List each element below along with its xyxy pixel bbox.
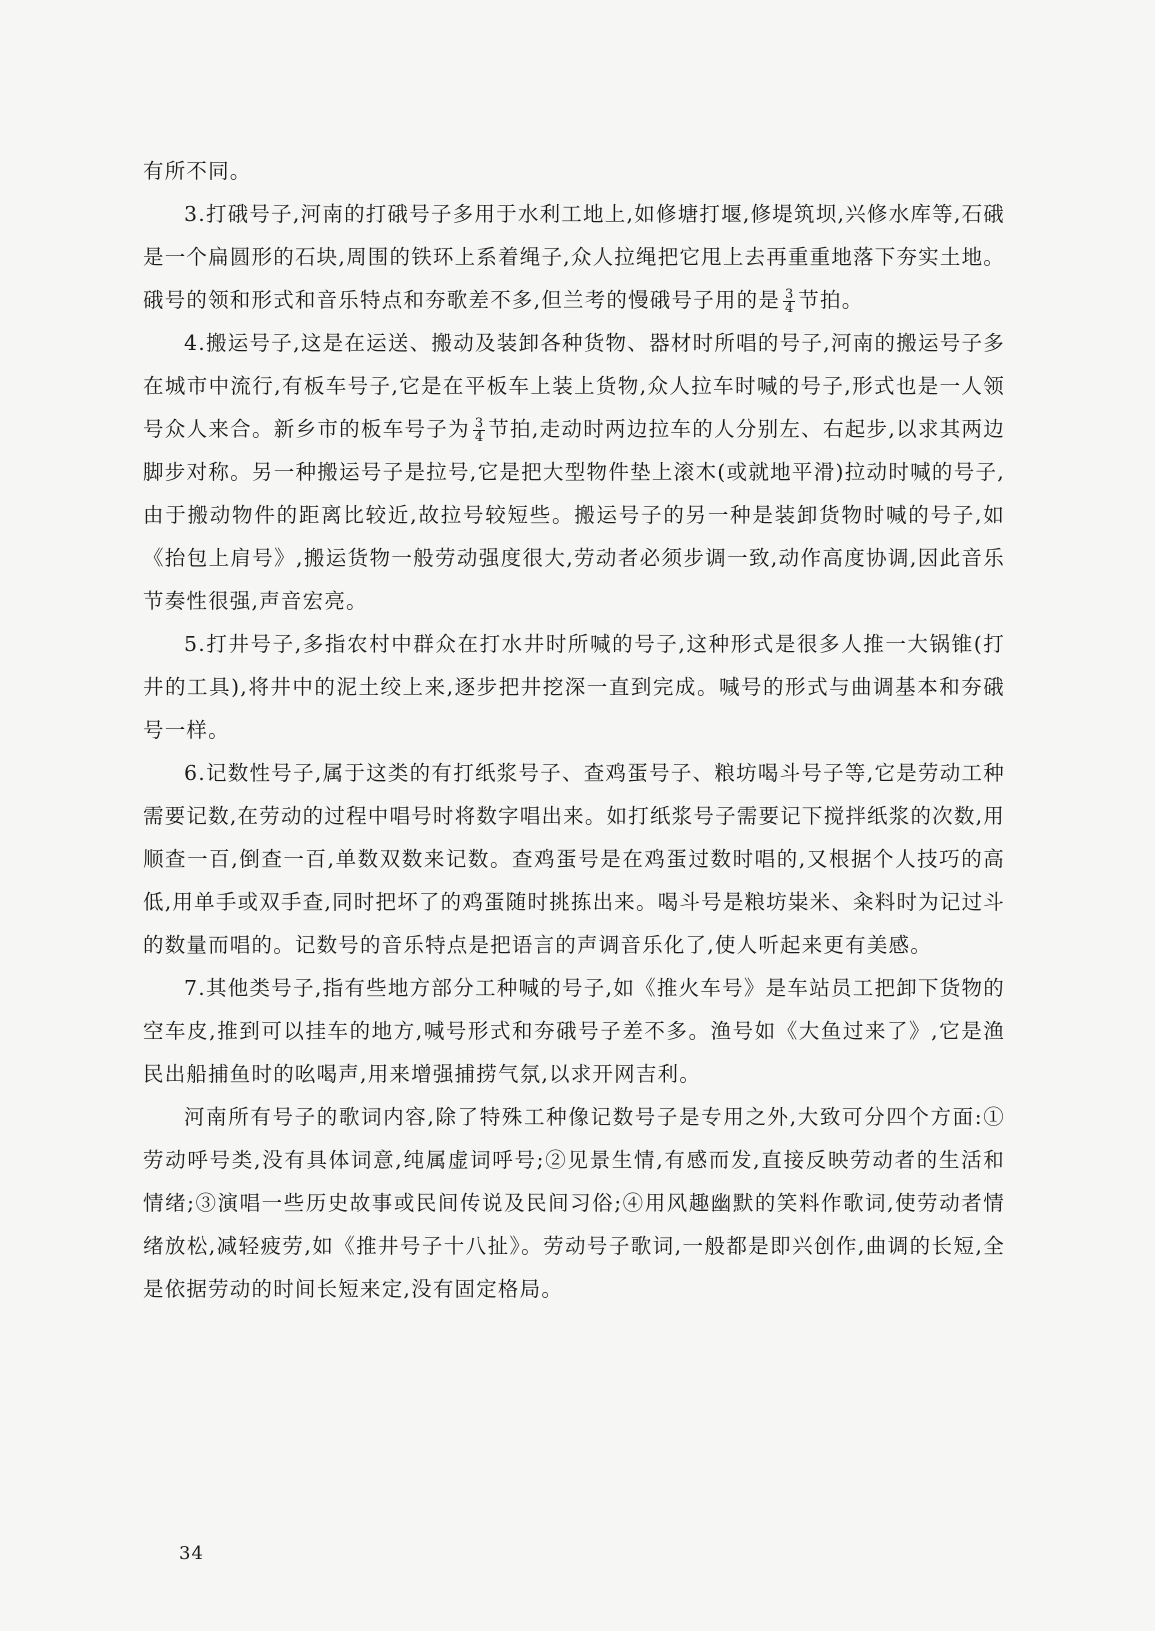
paragraph-2 <box>143 193 1005 322</box>
paragraph-3-text-b: 节拍,走动时两边拉车的人分别左、右起步,以求其两边脚步对称。另一种搬运号子是拉号,它是把大型物件垫上滚木(或就地平滑)拉动时喊的号子,由于搬动物件的距离比较近,故拉号较短些。搬运号子的另一种是装卸货物时喊的号子,如《抬包上肩号》,搬运货物一般劳动强度很大,劳动者必须步调一致,动作高度协调,因此音乐节奏性很强,声音宏亮。 <box>143 417 1006 613</box>
fraction-denominator: 4 <box>785 301 794 316</box>
fraction-three-quarters <box>783 288 795 315</box>
paragraph-4: 5.打井号子,多指农村中群众在打水井时所喊的号子,这种形式是很多人推一大锅锥(打井的工具),将井中的泥土绞上来,逐步把井挖深一直到完成。喊号的形式与曲调基本和夯硪号一样。 <box>143 632 1005 742</box>
page-number: 34 <box>179 1543 204 1564</box>
paragraph-3-text-a: 4.搬运号子,这是在运送、搬动及装卸各种货物、器材时所唱的号子,河南的搬运号子多在城市中流行,有板车号子,它是在平板车上装上货物,众人拉车时喊的号子,形式也是一人领号众人来合。新乡市的板车号子为 <box>143 331 1005 441</box>
fraction-numerator: 3 <box>785 287 794 302</box>
fraction-numerator: 3 <box>474 416 484 431</box>
fraction-denominator: 4 <box>474 430 484 445</box>
paragraph-7: 河南所有号子的歌词内容,除了特殊工种像记数号子是专用之外,大致可分四个方面:①劳动呼号类,没有具体词意,纯属虚词呼号;②见景生情,有感而发,直接反映劳动者的生活和情绪;③演唱一些历史故事或民间传说及民间习俗;④用风趣幽默的笑料作歌词,使劳动者情绪放松,减轻疲劳,如《推井号子十八扯》。劳动号子歌词,一般都是即兴创作,曲调的长短,全是依据劳动的时间长短来定,没有固定格局。 <box>143 1105 1005 1301</box>
paragraph-2-text-a: 3.打硪号子,河南的打硪号子多用于水利工地上,如修塘打堰,修堤筑坝,兴修水库等,石硪是一个扁圆形的石块,周围的铁环上系着绳子,众人拉绳把它甩上去再重重地落下夯实土地。硪号的领和形式和音乐特点和夯歌差不多,但兰考的慢硪号子用的是 <box>143 202 1005 312</box>
paragraph-5: 6.记数性号子,属于这类的有打纸浆号子、查鸡蛋号子、粮坊喝斗号子等,它是劳动工种需要记数,在劳动的过程中唱号时将数字唱出来。如打纸浆号子需要记下搅拌纸浆的次数,用顺查一百,倒查一百,单数双数来记数。查鸡蛋号是在鸡蛋过数时唱的,又根据个人技巧的高低,用单手或双手查,同时把坏了的鸡蛋随时挑拣出来。喝斗号是粮坊粜米、籴料时为记过斗的数量而唱的。记数号的音乐特点是把语言的声调音乐化了,使人听起来更有美感。 <box>143 761 1005 957</box>
fraction-three-quarters <box>473 417 485 444</box>
paragraph-1: 有所不同。 <box>143 159 252 183</box>
paragraph-2-text-b: 节拍。 <box>798 288 864 312</box>
paragraph-6: 7.其他类号子,指有些地方部分工种喊的号子,如《推火车号》是车站员工把卸下货物的空车皮,推到可以挂车的地方,喊号形式和夯硪号子差不多。渔号如《大鱼过来了》,它是渔民出船捕鱼时的吆喝声,用来增强捕捞气氛,以求开网吉利。 <box>143 976 1005 1086</box>
paragraph-3 <box>143 322 1005 623</box>
